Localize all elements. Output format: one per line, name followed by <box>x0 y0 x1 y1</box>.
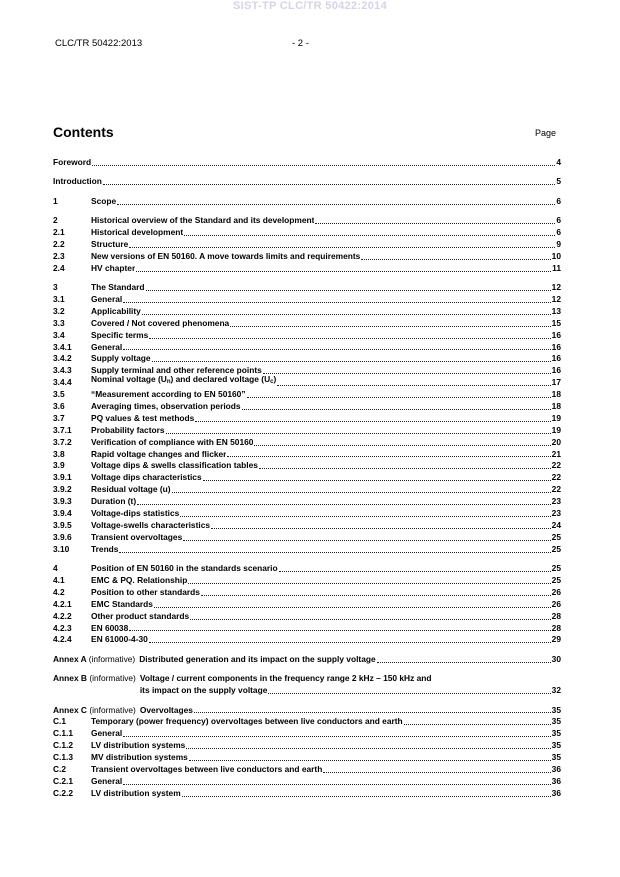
toc-entry-4-2[interactable] <box>53 587 561 599</box>
entry-page: 18 <box>551 401 561 412</box>
entry-number: 3.7 <box>53 412 65 423</box>
toc-entry-3-5[interactable] <box>53 389 561 401</box>
entry-number: 3.3 <box>53 317 65 328</box>
entry-page: 35 <box>551 740 561 751</box>
entry-number: 3.10 <box>53 543 70 554</box>
toc-entry-c-1-1[interactable] <box>53 728 561 740</box>
annex-type: (informative) <box>89 704 136 715</box>
toc-entry-annex-c[interactable] <box>53 705 561 717</box>
entry-number: C.1.2 <box>53 740 74 751</box>
dot-leader <box>123 302 550 303</box>
entry-number: 1 <box>53 195 58 206</box>
title-part: Nominal voltage (U <box>91 374 167 385</box>
entry-page: 16 <box>551 341 561 352</box>
annex-id: Annex B <box>53 673 87 684</box>
toc-entry-4-2-1[interactable] <box>53 599 561 611</box>
toc-entry-annex-a[interactable] <box>53 654 561 666</box>
dot-leader <box>377 662 551 663</box>
dot-leader <box>404 724 551 725</box>
entry-page: 24 <box>551 519 561 530</box>
dot-leader <box>227 456 550 457</box>
entry-title-line-1: Voltage / current components in the frequency range 2 kHz – 150 kHz and <box>139 673 432 684</box>
entry-title: PQ values & test methods <box>91 412 195 423</box>
dot-leader <box>152 361 551 362</box>
entry-number: C.2.2 <box>53 787 74 798</box>
entry-page: 30 <box>551 653 561 664</box>
entry-title: EN 61000-4-30 <box>91 634 148 645</box>
toc-entry-1[interactable] <box>53 196 561 208</box>
entry-title: MV distribution systems <box>91 752 188 763</box>
entry-number: 3.2 <box>53 305 65 316</box>
dot-leader <box>315 223 555 224</box>
entry-page: 35 <box>551 728 561 739</box>
toc-entry-3-8[interactable] <box>53 449 561 461</box>
entry-title: Transient overvoltages <box>91 531 183 542</box>
toc-entry-3-9-4[interactable] <box>53 508 561 520</box>
entry-title: Applicability <box>91 305 141 316</box>
entry-page: 5 <box>556 176 561 187</box>
entry-page: 25 <box>551 563 561 574</box>
entry-title: The Standard <box>91 282 145 293</box>
entry-page: 12 <box>551 294 561 304</box>
annex-type: (informative) <box>89 673 136 684</box>
dot-leader <box>188 583 550 584</box>
contents-title: Contents <box>53 124 114 140</box>
entry-page: 28 <box>551 622 561 633</box>
dot-leader <box>211 528 551 529</box>
annex-id: Annex C <box>53 704 87 715</box>
page-column-label: Page <box>535 128 557 138</box>
entry-page: 6 <box>556 227 561 238</box>
dot-leader <box>182 796 551 797</box>
entry-page: 6 <box>556 215 561 226</box>
entry-title: Position of EN 50160 in the standards scenario <box>91 563 278 574</box>
toc-entry-3-7-1[interactable] <box>53 425 561 437</box>
toc-entry-3-2[interactable] <box>53 306 561 318</box>
entry-title: Historical overview of the Standard and its development <box>91 215 315 226</box>
entry-number: 3.7.1 <box>53 424 72 435</box>
entry-title: New versions of EN 50160. A move towards limits and requirements <box>91 250 361 261</box>
entry-number: C.1.3 <box>53 752 74 763</box>
annex-label <box>53 673 140 685</box>
entry-page: 19 <box>551 412 561 423</box>
dot-leader <box>123 736 550 737</box>
toc-entry-3-4-1[interactable] <box>53 342 561 354</box>
entry-page: 18 <box>551 389 561 400</box>
entry-number: 4.1 <box>53 574 65 585</box>
toc-entry-3-4-2[interactable] <box>53 353 561 365</box>
entry-page: 36 <box>551 775 561 786</box>
entry-page: 12 <box>551 282 561 293</box>
toc-entry-3-6[interactable] <box>53 401 561 413</box>
toc-entry-3-1[interactable] <box>53 294 561 306</box>
watermark: SIST-TP CLC/TR 50422:2014 <box>232 0 388 12</box>
entry-title: Rapid voltage changes and flicker <box>91 448 227 459</box>
entry-number: 3.4 <box>53 329 65 340</box>
entry-number: 4.2.4 <box>53 634 72 645</box>
entry-page: 19 <box>551 424 561 435</box>
dot-leader <box>172 492 551 493</box>
dot-leader <box>203 480 551 481</box>
entry-page: 11 <box>552 262 561 273</box>
entry-title: Verification of compliance with EN 50160 <box>91 436 254 447</box>
entry-title: Other product standards <box>91 610 190 621</box>
entry-title: Introduction <box>53 176 102 187</box>
entry-number: 3.7.2 <box>53 436 72 447</box>
dot-leader <box>183 540 550 541</box>
entry-number: 3.1 <box>53 294 65 304</box>
entry-page: 28 <box>551 610 561 621</box>
dot-leader <box>92 165 555 166</box>
entry-number: 2.2 <box>53 238 65 249</box>
entry-title: Supply voltage <box>91 353 151 364</box>
dot-leader <box>146 290 551 291</box>
entry-title: Supply terminal and other reference points <box>91 365 262 376</box>
entry-number: 4.2.1 <box>53 598 72 609</box>
toc-entry-3-4[interactable] <box>53 330 561 342</box>
entry-title: Position to other standards <box>91 586 200 597</box>
toc-entry-3-9-6[interactable] <box>53 532 561 544</box>
entry-number: 3 <box>53 282 58 293</box>
entry-title: EMC Standards <box>91 598 153 609</box>
toc-entry-2-2[interactable] <box>53 239 561 251</box>
toc-entry-2[interactable] <box>53 215 561 227</box>
document-id: CLC/TR 50422:2013 <box>55 38 143 49</box>
dot-leader <box>201 595 551 596</box>
entry-title: Residual voltage (u) <box>91 484 171 495</box>
entry-page: 17 <box>551 377 561 388</box>
dot-leader <box>259 468 551 469</box>
dot-leader <box>361 259 550 260</box>
entry-number: 3.9.6 <box>53 531 72 542</box>
entry-title: HV chapter <box>91 262 136 273</box>
dot-leader <box>117 204 555 205</box>
entry-page: 21 <box>551 448 561 459</box>
entry-number: 3.4.2 <box>53 353 72 364</box>
toc-entry-4-2-4[interactable] <box>53 634 561 646</box>
toc-entry-3-7[interactable] <box>53 413 561 425</box>
entry-number: C.2 <box>53 763 67 774</box>
entry-number: 2.3 <box>53 250 65 261</box>
entry-number: 3.4.3 <box>53 365 72 376</box>
dot-leader <box>149 642 551 643</box>
title-part: ) and declared voltage (U <box>170 374 271 385</box>
entry-page: 36 <box>551 763 561 774</box>
dot-leader <box>195 421 550 422</box>
entry-page: 23 <box>551 496 561 507</box>
entry-page: 35 <box>551 716 561 727</box>
dot-leader <box>154 607 551 608</box>
page-number: - 2 - <box>292 38 309 49</box>
entry-number: 3.5 <box>53 389 65 400</box>
entry-title: “Measurement according to EN 50160” <box>91 389 246 400</box>
entry-page: 26 <box>551 598 561 609</box>
dot-leader <box>142 314 551 315</box>
dot-leader <box>323 772 550 773</box>
entry-title: Voltage dips characteristics <box>91 472 202 483</box>
entry-page: 29 <box>551 634 561 645</box>
dot-leader <box>123 349 550 350</box>
toc-entry-c-1[interactable] <box>53 716 561 728</box>
entry-number: 3.9 <box>53 460 65 471</box>
dot-leader <box>194 712 551 713</box>
entry-title: Structure <box>91 238 129 249</box>
entry-page: 22 <box>551 484 561 495</box>
toc-entry-4-2-3[interactable] <box>53 623 561 635</box>
toc-entry-c-2-2[interactable] <box>53 788 561 800</box>
toc-entry-c-1-3[interactable] <box>53 752 561 764</box>
toc-entry-c-2[interactable] <box>53 764 561 776</box>
toc-entry-c-1-2[interactable] <box>53 740 561 752</box>
annex-id: Annex A <box>53 653 87 664</box>
entry-title: Voltage dips & swells classification tables <box>91 460 258 471</box>
dot-leader <box>247 397 551 398</box>
dot-leader <box>184 235 555 236</box>
dot-leader <box>119 552 550 553</box>
entry-number: 3.4.1 <box>53 341 72 352</box>
entry-number: 2.4 <box>53 262 65 273</box>
toc-entry-4-2-2[interactable] <box>53 611 561 623</box>
toc-entry-3-3[interactable] <box>53 318 561 330</box>
entry-number: 4.2.2 <box>53 610 72 621</box>
entry-title: LV distribution systems <box>91 740 186 751</box>
entry-title: Trends <box>91 543 119 554</box>
entry-title: General <box>91 294 123 304</box>
entry-page: 16 <box>551 329 561 340</box>
dot-leader <box>129 630 550 631</box>
dot-leader <box>166 433 551 434</box>
entry-number: 3.9.4 <box>53 508 72 519</box>
title-part: ) <box>273 374 277 385</box>
entry-title: EMC & PQ. Relationship <box>91 574 188 585</box>
entry-number: 3.9.5 <box>53 519 72 530</box>
entry-number: 3.6 <box>53 401 65 412</box>
entry-page: 32 <box>551 685 561 696</box>
toc-entry-3-9[interactable] <box>53 460 561 472</box>
entry-page: 16 <box>551 353 561 364</box>
toc-entry-4[interactable] <box>53 563 561 575</box>
entry-number: 2 <box>53 215 58 226</box>
entry-title: Overvoltages <box>139 704 193 715</box>
entry-title: Voltage-swells characteristics <box>91 519 211 530</box>
toc-entry-3-9-2[interactable] <box>53 484 561 496</box>
entry-number: 4.2 <box>53 586 65 597</box>
entry-number: 4 <box>53 563 58 574</box>
toc-entry-3-9-5[interactable] <box>53 520 561 532</box>
entry-number: C.2.1 <box>53 775 74 786</box>
entry-page: 6 <box>556 195 561 206</box>
toc-entry-3-9-1[interactable] <box>53 472 561 484</box>
entry-title: Temporary (power frequency) overvoltages between live conductors and earth <box>91 716 403 727</box>
dot-leader <box>129 247 555 248</box>
entry-title: Transient overvoltages between live conductors and earth <box>91 763 323 774</box>
entry-title: General <box>91 728 123 739</box>
toc-entry-annex-b[interactable] <box>53 673 561 697</box>
dot-leader <box>277 385 550 386</box>
entry-page: 4 <box>556 156 561 167</box>
dot-leader <box>254 445 550 446</box>
entry-page: 20 <box>551 436 561 447</box>
dot-leader <box>263 373 551 374</box>
toc-entry-3[interactable] <box>53 282 561 294</box>
entry-page: 22 <box>551 460 561 471</box>
entry-title: Duration (t) <box>91 496 137 507</box>
entry-number: C.1 <box>53 716 67 727</box>
entry-number: C.1.1 <box>53 728 74 739</box>
toc-entry-2-1[interactable] <box>53 227 561 239</box>
subscript-c: c <box>270 379 274 386</box>
entry-page: 26 <box>551 586 561 597</box>
subscript-n: n <box>166 379 171 386</box>
toc-entry-c-2-1[interactable] <box>53 776 561 788</box>
entry-title <box>91 374 276 389</box>
toc-entry-3-7-2[interactable] <box>53 437 561 449</box>
entry-title-line-2: its impact on the supply voltage <box>139 685 268 696</box>
entry-title: Scope <box>91 195 117 206</box>
entry-page: 25 <box>551 574 561 585</box>
dot-leader <box>268 693 550 694</box>
entry-page: 10 <box>551 250 561 261</box>
entry-number: 2.1 <box>53 227 65 238</box>
entry-title: General <box>91 775 123 786</box>
toc-entry-foreword[interactable] <box>53 157 561 169</box>
entry-title: LV distribution system <box>91 787 181 798</box>
dot-leader <box>190 619 550 620</box>
toc-entry-3-10[interactable] <box>53 544 561 556</box>
entry-title: Averaging times, observation periods <box>91 401 241 412</box>
dot-leader <box>123 784 550 785</box>
dot-leader <box>230 326 550 327</box>
dot-leader <box>136 271 551 272</box>
dot-leader <box>189 760 551 761</box>
entry-page: 15 <box>551 317 561 328</box>
entry-page: 9 <box>556 238 561 249</box>
entry-page: 22 <box>551 472 561 483</box>
entry-number: 3.8 <box>53 448 65 459</box>
entry-title: Probability factors <box>91 424 165 435</box>
toc-entry-introduction[interactable] <box>53 176 561 188</box>
entry-number: 3.9.3 <box>53 496 72 507</box>
annex-label <box>53 654 139 666</box>
entry-page: 23 <box>551 508 561 519</box>
entry-title: Foreword <box>53 156 92 167</box>
entry-page: 36 <box>551 787 561 798</box>
dot-leader <box>103 184 555 185</box>
dot-leader <box>149 338 550 339</box>
entry-title: General <box>91 341 123 352</box>
toc-entry-3-9-3[interactable] <box>53 496 561 508</box>
entry-number: 3.9.2 <box>53 484 72 495</box>
entry-title: Covered / Not covered phenomena <box>91 317 230 328</box>
dot-leader <box>137 504 551 505</box>
entry-title: Distributed generation and its impact on the supply voltage <box>139 653 376 664</box>
entry-page: 25 <box>551 531 561 542</box>
entry-title: EN 60038 <box>91 622 129 633</box>
entry-title: Voltage-dips statistics <box>91 508 180 519</box>
dot-leader <box>242 409 551 410</box>
annex-label <box>53 705 140 717</box>
toc-entry-3-4-4[interactable] <box>53 374 561 389</box>
toc-entry-4-1[interactable] <box>53 575 561 587</box>
entry-page: 13 <box>551 305 561 316</box>
toc-entry-2-4[interactable] <box>53 263 561 275</box>
dot-leader <box>279 571 551 572</box>
entry-page: 25 <box>551 543 561 554</box>
entry-number: 3.4.4 <box>53 377 72 388</box>
table-of-contents <box>53 157 561 800</box>
entry-title: Specific terms <box>91 329 149 340</box>
entry-number: 4.2.3 <box>53 622 72 633</box>
entry-page: 35 <box>551 704 561 715</box>
entry-number: 3.9.1 <box>53 472 72 483</box>
dot-leader <box>180 516 550 517</box>
entry-page: 35 <box>551 752 561 763</box>
annex-type: (informative) <box>88 653 136 664</box>
toc-entry-2-3[interactable] <box>53 251 561 263</box>
dot-leader <box>186 748 550 749</box>
entry-page: 16 <box>551 365 561 376</box>
entry-title: Historical development <box>91 227 184 238</box>
